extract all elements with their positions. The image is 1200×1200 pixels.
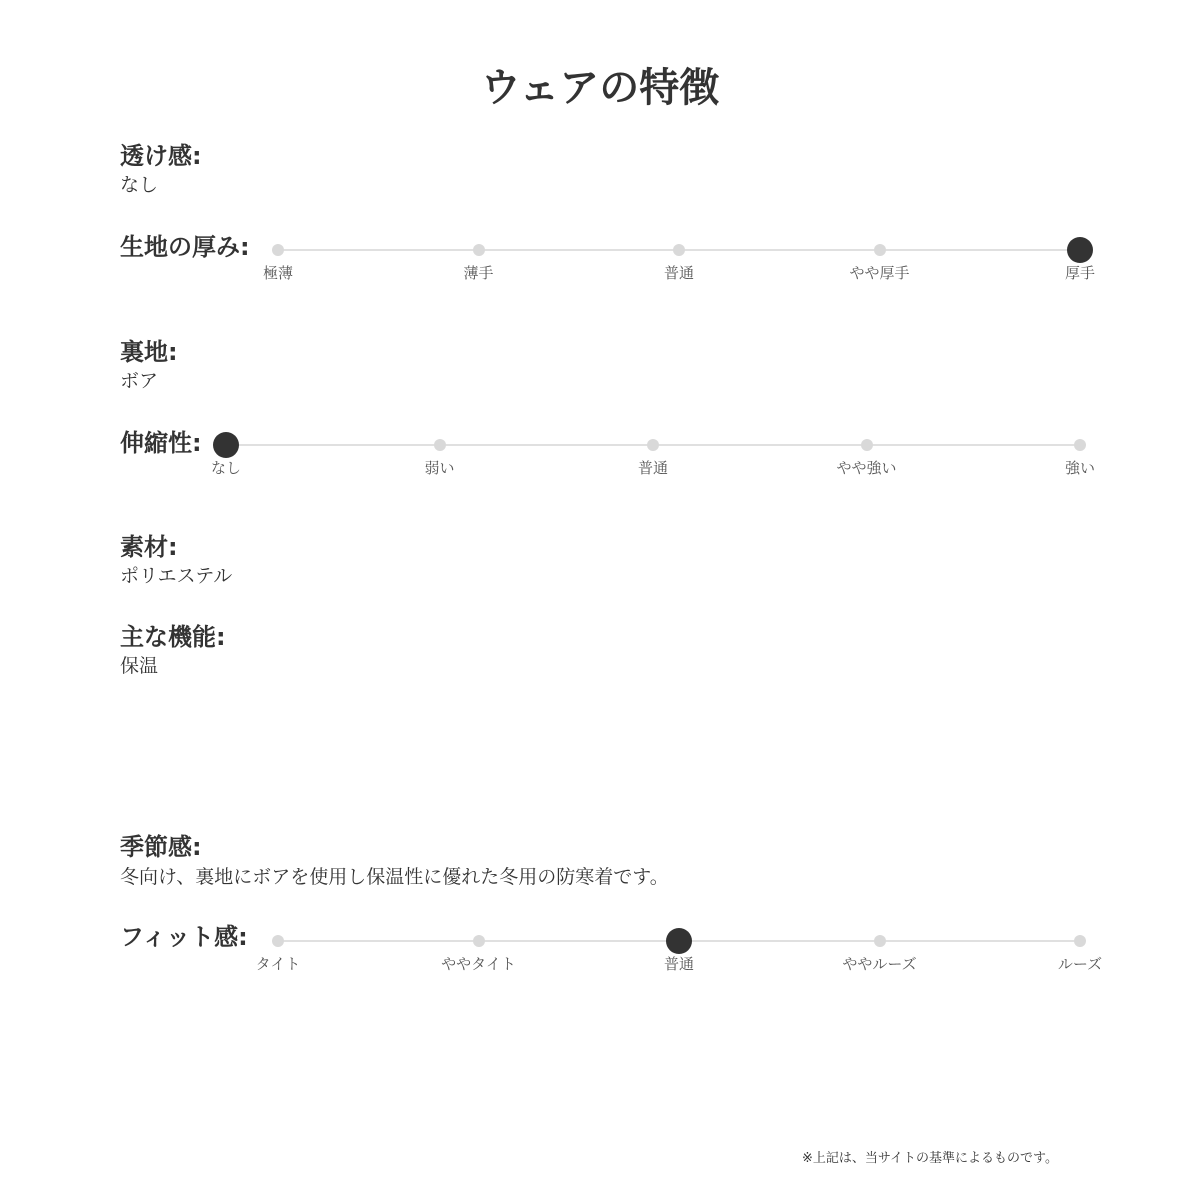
fit-option-label: タイト [255,955,301,973]
transparency-value: なし [120,174,159,196]
fit-option-dot [1074,935,1086,947]
stretch-option-dot [861,439,873,451]
stretch-option-dot [647,439,659,451]
fit-option-label: 普通 [663,955,694,973]
thickness-option-dot [673,244,685,256]
fit-option-label: ルーズ [1057,955,1103,973]
stretch-option-label: やや強い [836,459,897,477]
thickness-selected-marker [1067,237,1093,263]
stretch-selected-marker [213,432,239,458]
fit-selected-marker [666,928,692,954]
fit-label: フィット感: [120,923,248,951]
thickness-option-label: やや厚手 [849,264,910,282]
thickness-label: 生地の厚み: [120,233,250,261]
thickness-scale [262,249,1095,299]
transparency-label: 透け感: [120,142,202,170]
material-value: ポリエステル [120,565,233,587]
page-title: ウェアの特徴 [480,65,720,111]
stretch-scale [210,444,1095,494]
fit-option-label: ややタイト [441,955,516,973]
thickness-option-label: 厚手 [1064,264,1095,282]
stretch-option-label: なし [210,459,241,477]
stretch-option-label: 普通 [637,459,668,477]
thickness-option-dot [874,244,886,256]
stretch-option-dot [434,439,446,451]
thickness-option-dot [473,244,485,256]
fit-option-dot [473,935,485,947]
fit-option-dot [272,935,284,947]
lining-label: 裏地: [120,338,178,366]
fit-option-dot [874,935,886,947]
stretch-option-dot [1074,439,1086,451]
fit-scale [255,940,1103,990]
thickness-option-dot [272,244,284,256]
stretch-label: 伸縮性: [120,429,202,457]
footnote: ※上記は、当サイトの基準によるものです。 [802,1151,1058,1166]
stretch-option-label: 弱い [424,459,455,477]
fit-option-label: ややルーズ [842,955,917,973]
season-value: 冬向け、裏地にボアを使用し保温性に優れた冬用の防寒着です。 [120,866,669,888]
functions-value: 保温 [120,655,159,677]
lining-value: ボア [120,370,159,392]
thickness-option-label: 極薄 [262,264,293,282]
season-label: 季節感: [120,833,202,861]
thickness-option-label: 薄手 [463,264,494,282]
functions-label: 主な機能: [120,623,226,651]
thickness-option-label: 普通 [663,264,694,282]
material-label: 素材: [120,533,178,561]
stretch-option-label: 強い [1064,459,1095,477]
